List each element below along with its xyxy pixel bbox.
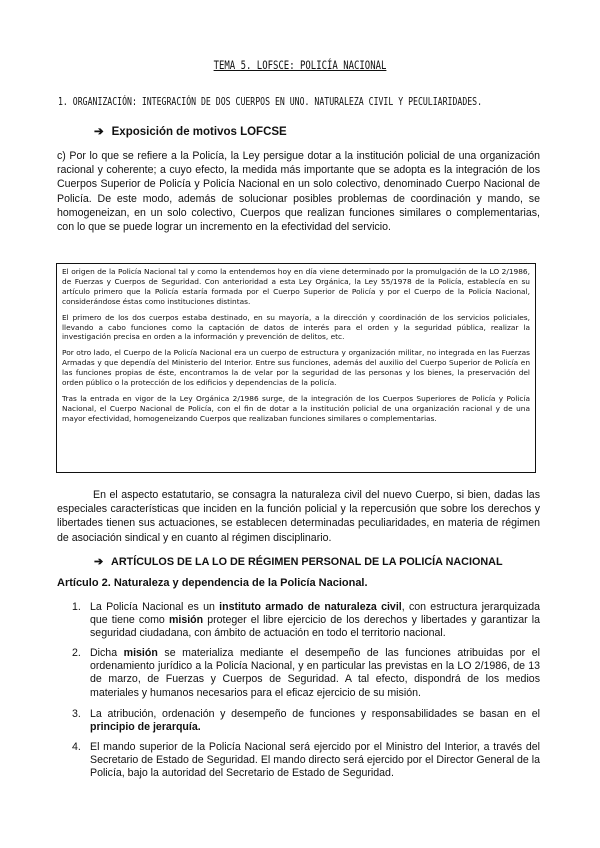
list-item-text: proteger el libre ejercicio de los derechos y libertades y garantizar la seguridad ciudadana, con ámbito de actuación en todo el territorio nacional. [90, 614, 541, 640]
list-item-number: 4. [72, 741, 81, 753]
list-item-text: La atribución, ordenación y desempeño de funciones y responsabilidades se basan en el [90, 708, 540, 720]
bullet-heading-articulos [94, 555, 503, 568]
bullet-heading-exposicion [94, 124, 287, 138]
arrow-icon: ➔ [94, 126, 104, 138]
list-item-bold: misión [123, 647, 158, 659]
bullet-heading-label: ARTÍCULOS DE LA LO DE RÉGIMEN PERSONAL DE LA POLICÍA NACIONAL [111, 556, 503, 568]
box-paragraph-integration: Tras la entrada en vigor de la Ley Orgánica 2/1986 surge, de la integración de los Cuerpos Superiores de Policía y Policía Nacional, el Cuerpo Nacional de Policía, con el fin de dotar a la institución policial de una organización racional y de una mayor efectividad, homogeneizando Cuerpos que realizaban funciones similares o complementarias. [62, 393, 530, 423]
list-item-text: La Policía Nacional es un [90, 601, 220, 613]
list-item-text: Dicha [90, 647, 124, 659]
quote-box [56, 263, 536, 473]
list-item [72, 647, 540, 700]
box-paragraph-first-corps: El primero de los dos cuerpos estaba destinado, en su mayoría, a la dirección y coordinación de los servicios policiales, llevando a cabo funciones como la captación de datos de interés para el orden y la seguridad pública, realizar la investigación precisa en orden a la información y prevención de delitos, etc. [62, 312, 530, 342]
article-title: Artículo 2. Naturaleza y dependencia de la Policía Nacional. [57, 577, 368, 589]
statute-paragraph: En el aspecto estatutario, se consagra la naturaleza civil del nuevo Cuerpo, si bien, dadas las especiales características que inciden en la función policial y la repercusión que sobre los derechos y libertades tienen sus actuaciones, se establecen determinadas peculiaridades, en materia de régimen de asociación sindical y en cuanto al régimen disciplinario. [57, 489, 540, 544]
list-item-bold: principio de jerarquía. [90, 721, 201, 734]
list-item-bold: instituto armado de naturaleza civil [219, 601, 402, 613]
list-item [72, 708, 540, 734]
page-title: TEMA 5. LOFSCE: POLICÍA NACIONAL [213, 58, 387, 72]
list-item [72, 601, 541, 641]
box-paragraph-national-police-corps: Por otro lado, el Cuerpo de la Policía Nacional era un cuerpo de estructura y organización militar, no integrada en las Fuerzas Armadas y que dependía del Ministerio del Interior. Entre sus funciones, además del auxilio del Cuerpo Superior de Policía en las funciones propias de éste, encontramos la de velar por la seguridad de las personas y los bienes, la preservación del orden público o la protección de los edificios y dependencias de la policía. [62, 348, 530, 388]
section-heading: 1. ORGANIZACIÓN: INTEGRACIÓN DE DOS CUERPOS EN UNO. NATURALEZA CIVIL Y PECULIARIDADES. [58, 96, 483, 108]
list-item-number: 2. [72, 647, 81, 659]
list-item-number: 3. [72, 708, 81, 720]
list-item-number: 1. [72, 601, 81, 613]
bullet-heading-label: Exposición de motivos LOFCSE [111, 126, 287, 138]
intro-paragraph: c) Por lo que se refiere a la Policía, la Ley persigue dotar a la institución policial de una organización racional y coherente; a cuyo efecto, la medida más importante que se adopta es la integración de los Cuerpos Superior de Policía y Policía Nacional en un solo colectivo, denominado Cuerpo Nacional de Policía. De este modo, además de solucionar posibles problemas de coordinación y mando, se homogeneizan, en un solo colectivo, Cuerpos que realizan funciones similares o complementarias, con lo que se puede lograr un incremento en la efectividad del servicio. [57, 150, 540, 234]
list-item-bold: misión [168, 614, 204, 627]
list-item-text: , con estructura jerarquizada que tiene como [90, 601, 540, 627]
arrow-icon: ➔ [94, 556, 104, 568]
list-item-text: El mando superior de la Policía Nacional será ejercido por el Ministro del Interior, a través del Secretario de Estado de Seguridad. El mando directo será ejercido por el Director General de la Policía, bajo la autoridad del Secretario de Estado de Seguridad. [90, 741, 540, 780]
list-item [72, 741, 540, 781]
list-item-text: se materializa mediante el desempeño de las funciones atribuidas por el ordenamiento jurídico a la Policía Nacional, y en particular las previstas en la LO 2/1986, de 13 de marzo, de Fuerzas y Cuerpos de Seguridad. A tal efecto, dispondrá de los medios materiales y humanos necesarios para el eficaz ejercicio de su misión. [90, 647, 540, 699]
box-paragraph-origin: El origen de la Policía Nacional tal y como la entendemos hoy en día viene determinado por la promulgación de la LO 2/1986, de Fuerzas y Cuerpos de Seguridad. Con anterioridad a esta Ley Orgánica, la Ley 55/1978 de la Policía, establecía en su artículo primero que la Policía estaría formada por el Cuerpo Superior de Policía y por el Cuerpo de la Policía Nacional, considerándose éstas como instituciones distintas. [62, 267, 530, 306]
